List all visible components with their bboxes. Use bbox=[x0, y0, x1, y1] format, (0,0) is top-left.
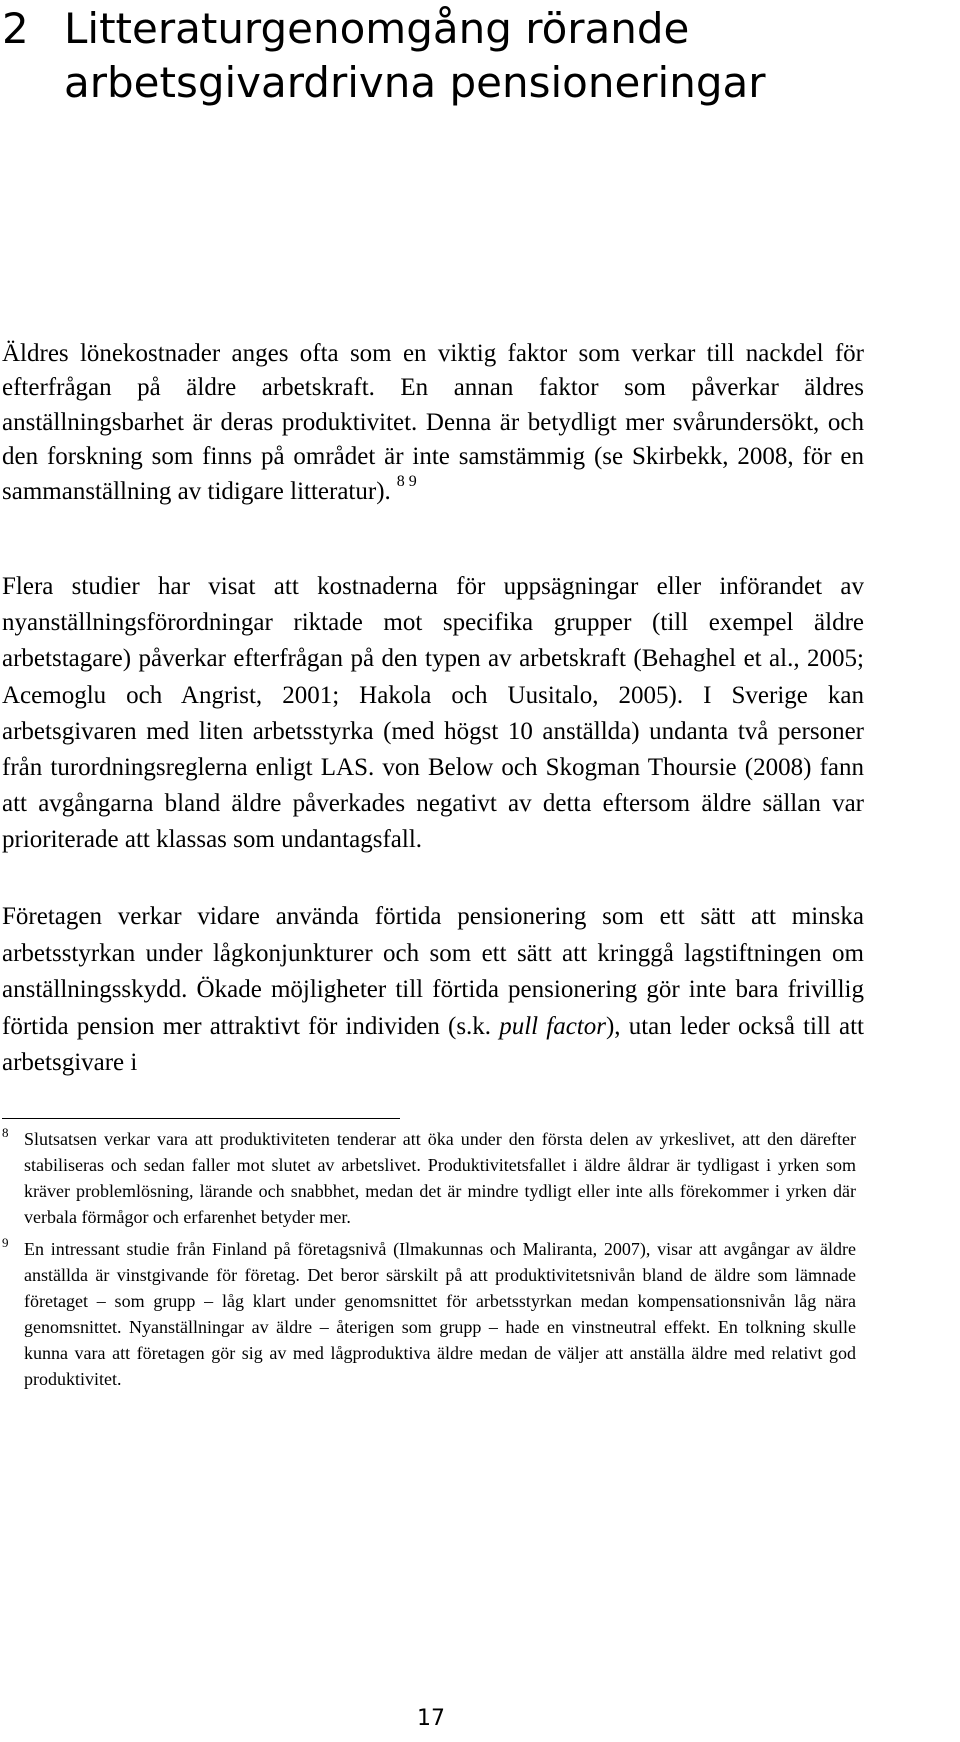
chapter-number: 2 bbox=[2, 4, 29, 53]
paragraph-3-italic-term: pull factor bbox=[499, 1012, 606, 1040]
footnote-8-text: Slutsatsen verkar vara att produktiviteten tenderar att öka under den första delen av yrkeslivet, att den därefter stabiliseras och sedan faller mot slutet av arbetslivet. Produktivitetsfallet i äldre åldrar är tydligast i yrken som kräver problemlösning, lärande och snabbhet, medan det är mindre tydligt eller inte alls förekommer i yrken där verbala förmågor och erfarenhet betyder mer. bbox=[24, 1129, 856, 1227]
chapter-title-line-1: Litteraturgenomgång rörande bbox=[64, 4, 690, 53]
paragraph-3-text-end: ), utan leder också till att arbetsgivare i bbox=[2, 1012, 865, 1077]
footnote-separator bbox=[2, 1118, 400, 1119]
footnote-9-text: En intressant studie från Finland på företagsnivå (Ilmakunnas och Maliranta, 2007), visar att avgångar av äldre anställda är vinstgivande för företag. Det beror särskilt på att produktivitetsnivån bland de äldre som lämnade företaget – som grupp – låg klart under genomsnittet för arbetsstyrkan medan kompensationsnivån låg nära genomsnittet. Nyanställningar av äldre – återigen som grupp – hade en vinstneutral effekt. En tolkning skulle kunna vara att företagen gör sig av med lågproduktiva äldre medan de väljer att anställa äldre med relativt god produktivitet. bbox=[24, 1239, 856, 1389]
chapter-title-line-2: arbetsgivardrivna pensioneringar bbox=[64, 58, 766, 107]
footnote-9 bbox=[2, 1236, 856, 1392]
paragraph-3 bbox=[2, 899, 864, 1082]
paragraph-2-text: Flera studier har visat att kostnaderna för uppsägningar eller införandet av nyanställningsförordningar riktade mot specifika grupper (till exempel äldre arbetstagare) påverkar efterfrågan på den typen av arbetskraft (Behaghel et al., 2005; Acemoglu och Angrist, 2001; Hakola och Uusitalo, 2005). I Sverige kan arbetsgivaren med liten arbetsstyrka (med högst 10 anställda) undanta två personer från turordningsreglerna enligt LAS. von Below och Skogman Thoursie (2008) fann att avgångarna bland äldre påverkades negativt av detta eftersom äldre sällan var prioriterade att klassas som undantagsfall. bbox=[2, 573, 864, 854]
footnote-8 bbox=[2, 1126, 856, 1230]
footnote-references: 8 9 bbox=[396, 472, 417, 490]
paragraph-2 bbox=[2, 569, 864, 859]
paragraph-1-text: Äldres lönekostnader anges ofta som en viktig faktor som verkar till nackdel för efterfrågan på äldre arbetskraft. En annan faktor som påverkar äldres anställningsbarhet är deras produktivitet. Denna är betydligt mer svårundersökt, och den forskning som finns på området är inte samstämmig (se Skirbekk, 2008, för en sammanställning av tidigare litteratur). bbox=[2, 340, 864, 505]
paragraph-3-text-start: Företagen verkar vidare använda förtida pensionering som ett sätt att minska arbetsstyrkan under lågkonjunkturer och som ett sätt att kringgå lagstiftningen om anställningsskydd. Ökade möjligheter till förtida pensionering gör inte bara frivillig förtida pension mer attraktivt för individen (s.k. bbox=[2, 903, 864, 1040]
footnotes bbox=[2, 1126, 856, 1398]
footnote-8-mark: 8 bbox=[2, 1125, 9, 1140]
footnote-9-mark: 9 bbox=[2, 1235, 9, 1250]
paragraph-1 bbox=[2, 337, 864, 509]
page-number: 17 bbox=[417, 1706, 445, 1731]
